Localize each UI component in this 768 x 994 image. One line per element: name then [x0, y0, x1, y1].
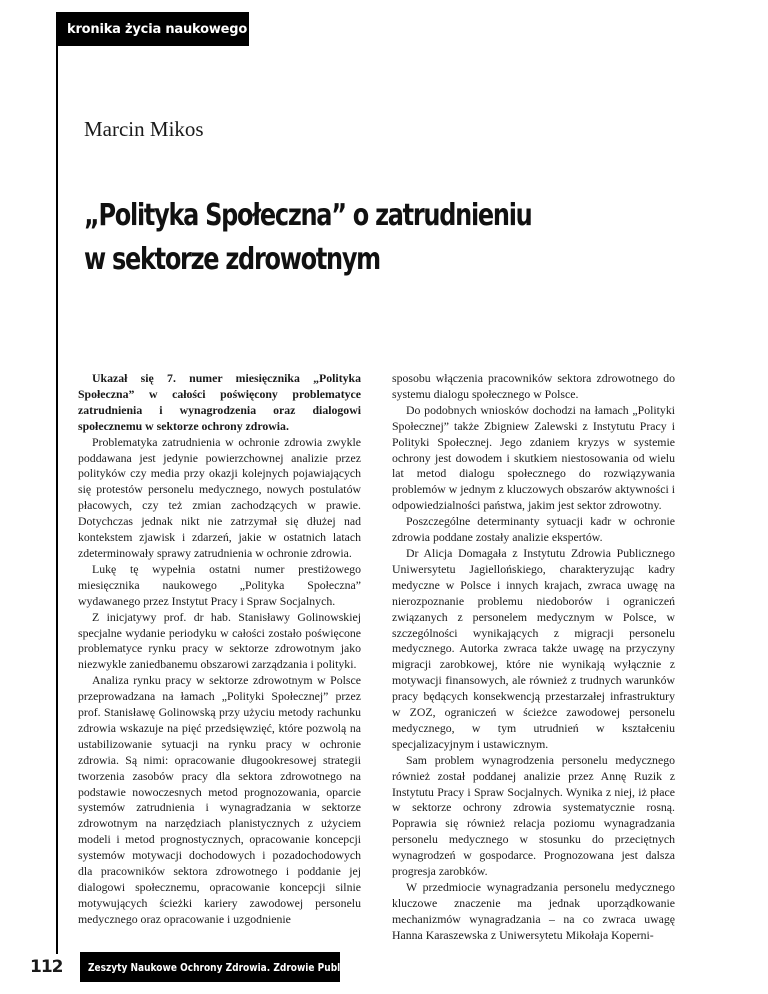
article-title: „Polityka Społeczna” o zatrudnieniu w sektorze zdrowotnym	[84, 198, 532, 277]
body-paragraph: Lukę tę wypełnia ostatni numer prestiżowego miesięcznika naukowego „Polityka Społeczna” wydawanego przez Instytut Pracy i Spraw Socjalnych.	[78, 561, 361, 608]
left-column	[78, 371, 361, 928]
page-number: 112	[30, 957, 63, 977]
body-paragraph: sposobu włączenia pracowników sektora zdrowotnego do systemu dialogu społecznego w Polsce.	[392, 371, 675, 401]
body-paragraph: Poszczególne determinanty sytuacji kadr w ochronie zdrowia poddane zostały analizie ekspertów.	[392, 514, 675, 545]
journal-footer	[80, 952, 438, 982]
right-column	[392, 371, 675, 944]
body-paragraph: W przedmiocie wynagradzania personelu medycznego kluczowe znaczenie ma jednak uporządkowanie mechanizmów wynagradzania – na co zwraca uwagę Hanna Karaszewska z Uniwersytetu Mikołaja Koperni-	[392, 880, 675, 942]
journal-name: Zeszyty Naukowe Ochrony Zdrowia. Zdrowie Publiczne i Zarządzanie	[88, 960, 438, 974]
body-paragraph: Dr Alicja Domagała z Instytutu Zdrowia Publicznego Uniwersytetu Jagiellońskiego, charakteryzując kadry medyczne w Polsce i innych krajach, zwraca uwagę na nierozpoznanie problemu niedoborów i ograniczeń związanych z personelem medycznym w Polsce, w szczególności wynikających z migracji personelu medycznego. Autorka zwraca także uwagę na przyczyny migracji zarobkowej, które nie wynikają wyłącznie z motywacji finansowych, ale również z trudnych warunków pracy będących konsekwencją przestarzałej infrastruktury w ZOZ, ograniczeń w ścieżce zawodowej personelu medycznego, w tym utrudnień w kształceniu specjalizacyjnym i ustawicznym.	[392, 545, 675, 751]
section-header	[56, 12, 249, 46]
body-paragraph: Z inicjatywy prof. dr hab. Stanisławy Golinowskiej specjalne wydanie periodyku w całości zostało poświęcone problematyce rynku pracy w sektorze zdrowotnym jako niezwykle zaniedbanemu obszarowi zarządzania i polityki.	[78, 609, 361, 672]
body-paragraph: Analiza rynku pracy w sektorze zdrowotnym w Polsce przeprowadzana na łamach „Polityki Społecznej” przez prof. Stanisławę Golinowską przy użyciu metody rachunku zdrowia wskazuje na pięć przedsięwzięć, które pozwolą na ustabilizowanie sytuacji na rynku pracy w ochronie zdrowia. Są nimi: opracowanie długookresowej strategii tworzenia zasobów pracy dla sektora zdrowotnego na podstawie nowoczesnych metod prognozowania, oparcie systemów zatrudnienia i wynagradzania w sektorze zdrowotnym na narzędziach planistycznych z użyciem modeli i metod prognostycznych, opracowanie koncepcji systemów motywacji dochodowych i pozadochodowych dla pracowników sektora zdrowotnego i poddanie jej dialogowi społecznemu, opracowanie koncepcji silnie motywujących ścieżki kariery zawodowej personelu medycznego oraz opracowanie i uzgodnienie	[78, 673, 361, 926]
body-paragraph: Sam problem wynagrodzenia personelu medycznego również został poddanej analizie przez Annę Ruzik z Instytutu Pracy i Spraw Socjalnych. Wynika z niej, iż płace w sektorze ochrony zdrowia systematycznie rosną. Poprawia się również relacja poziomu wynagradzania personelu medycznego w stosunku do przeciętnych wynagrodzeń w gospodarce. Prognozowana jest dalsza progresja zarobków.	[392, 752, 675, 879]
body-paragraph: Do podobnych wniosków dochodzi na łamach „Polityki Społecznej” także Zbigniew Zalewski z Instytutu Pracy i Polityki Społecznej. Jego zdaniem kryzys w systemie ochrony jest dowodem i skutkiem niestosowania od wielu lat metod dialogu społecznego do rozwiązywania problemów w jednym z kluczowych obszarów aktywności i odpowiedzialności państwa, jakim jest sektor zdrowotny.	[392, 402, 675, 513]
section-label: kronika życia naukowego	[67, 21, 248, 37]
vertical-rule	[56, 46, 58, 954]
lead-paragraph: Ukazał się 7. numer miesięcznika „Polityka Społeczna” w całości poświęcony problematyce zatrudnienia i wynagrodzenia oraz dialogowi społecznemu w sektorze ochrony zdrowia.	[78, 371, 361, 433]
body-paragraph: Problematyka zatrudnienia w ochronie zdrowia zwykle poddawana jest jedynie powierzchownej analizie przez polityków czy media przy okazji kolejnych pojawiających się protestów personelu medycznego, nowych postulatów płacowych, czy też zmian zachodzących w prawie. Dotychczas jednak nikt nie zatrzymał się dłużej nad kontekstem zjawisk i zdarzeń, jakie w ostatnich latach zdeterminowały sprawy zatrudnienia w ochronie zdrowia.	[78, 434, 361, 560]
article-author: Marcin Mikos	[84, 117, 204, 141]
